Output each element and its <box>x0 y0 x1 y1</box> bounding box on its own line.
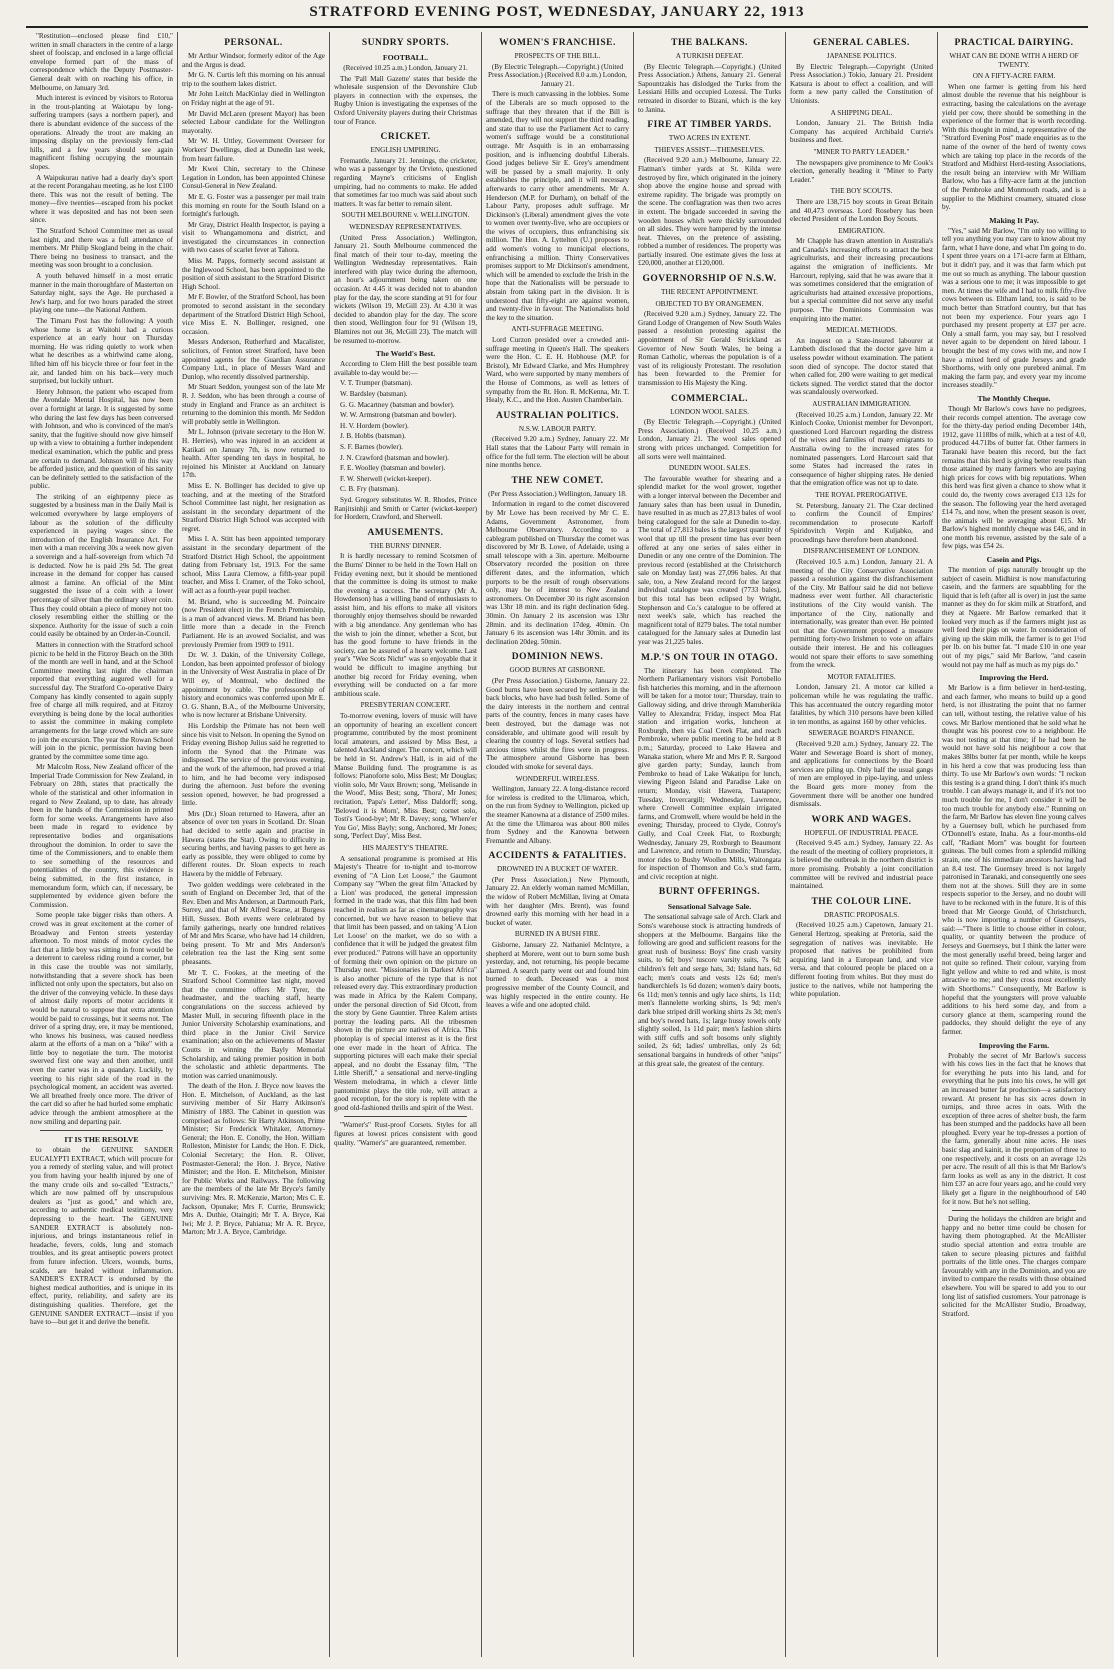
paragraph: Though Mr Barlow's cows have no pedigrees, their records compel attention. The average cow for the thirty-day period ending December 14th, 1912, gave 1118lbs of milk, which at a test of 4.0, produced 44.71lbs of butter fat. Other farmers in Taranaki have beaten this record, but the fact remains that this herd is giving better results than those attained by many farmers who are paying high prices for cows with big reputations. When this herd was first given a chance to show what it could do, the twenty cows averaged £13 12s for the season. The following year the herd averaged £14 7s, and now, when the present season is over, the animals will be averaging about £15. Mr Barlow's highest monthly cheque was £46, and in one month his revenue, assisted by the sale of a few pigs, was £54 2s. <box>942 404 1086 551</box>
advertisement: During the holidays the children are bright and happy and no better time could be chosen for having them photographed. At the McAllister studio special attention and extra trouble are taken to secure pleasing pictures and faithful portraits of the little ones. The charges compare favourably with any in the Dominion, and you are invited to compare the results with those obtained elsewhere. You will be spared to add you to our long list of satisfied customers. Your patronage is solicited for the McAllister Studio, Broadway, Stratford. <box>942 1215 1086 1318</box>
personal-item: Mr L. Johnson (private secretary to the Hon W. H. Herries), who was injured in an accident at Katikati on January 7th, is now returned to health. After spending ten days in hospital, he rejoined his Minister at Auckland on January 17th. <box>182 428 325 480</box>
list-item: W. Bardsley (batsman). <box>340 390 408 398</box>
ad-heading: IT IS THE RESOLVE <box>64 1135 139 1145</box>
section-heading: CRICKET. <box>380 132 431 143</box>
paragraph: Mr Chapple has drawn attention in Australia's and Canada's increasing efforts to attract the best agriculturists, and their increasing precautions against the emigration of inefficients. Mr Harcourt, replying, said that he was aware that it was sometimes considered that the emigration of agriculturists had attained excessive proportions, but a special committee did not serve any useful purpose. The Dominions Commission was enquiring into the matter. <box>790 237 933 323</box>
personal-item: Messrs Anderson, Rutherfurd and Macalister, solicitors, of Fenton street Stratford, have been appointed agents for the Guardian Assurance Company Ltd., in place of Messrs Ward and Dunlop, who recently dissolved partnership. <box>182 338 325 381</box>
masthead: STRATFORD EVENING POST, WEDNESDAY, JANUARY 22, 1913 <box>309 4 805 20</box>
personal-item: Mr E. G. Foster was a passenger per mail train this morning en route for the South Island on a fortnight's furlough. <box>182 192 325 219</box>
personal-item: Mrs (Dr.) Sloan returned to Hawera, after an absence of over ten years in Scotland. Dr. Sloan had decided to settle again and practise in Hawera (states the Star). Owing to difficulty in securing berths, and having passes to get here as early as possible, they were obliged to come by different routes. Dr. Sloan expects to reach Hawera by the middle of February. <box>182 809 325 879</box>
subheading: MOTOR FATALITIES. <box>827 672 896 681</box>
personal-item: Mr T. C. Fookes, at the meeting of the Stratford School Committee last night, moved that the committee offers Mr Tyrer, the headmaster, and the teaching staff, hearty congratulations on the success achieved by Master Mull, in securing fifteenth place in the Junior University Scholarship examinations, and third place in the Junior Civil Service examination; also on the achievements of Master Coutts in winning the Bayly Memorial Scholarship, and taking premier position in both the scholastic and athletic departments. The motion was carried unanimously. <box>182 968 325 1080</box>
paragraph: Mr Barlow is a firm believer in herd-testing, and each farmer, who means to build up a good herd, is not illustrating the point that no farmer can tell, without testing, the relative value of his cows. Mr Barlow mentioned that he sold what he thought was his poorest cow to a neighbour. He was not testing at that time; if he had been he would not have sold his neighbour a cow that makes 38lbs butter fat per month, while he keeps in his herd a cow that was producing less than thirty. To use Mr Barlow's own words: "I reckon this testing is a grand thing. I don't think it's much trouble. I can always manage it, and if it's not too much trouble for me, I don't consider it will be too much trouble for anybody else." Running on the farm, Mr Barlow has eleven fine young calves by a Guernsey bull, which he purchased from O'Donnell's estate, Inaha. As a four-months-old calf, "Radiant Morn" was bought for fourteen guineas. The bull comes from a splendid milking strain, one of his immediate ancestors having had an 8.4 test. The Guernsey breed is not largely patronised in Taranaki, and consequently one sees them not at the shows. Still they are in some respects superior to the Jersey, and no doubt will have to be reckoned with in the future. It is of this breed that Mr George Gould, of Christchurch, who is now importing a number of Guernseys, said:—"There is little to choose either in colour, quality, or quantity between the produce of Jerseys and Guernseys, but I think the latter were the most generally useful breed, being larger and not quite so refined. Their colour, varying from light yellow and white to red and white, is most attractive to me; and they cross most excellently with Shorthorns." Consequently, Mr Barlow is hopeful that the youngsters will prove valuable additions to his herd some day, and from a cursory glance at them, scampering round the paddocks, they should delight the eye of any farmer. <box>942 684 1086 1036</box>
paragraph: The itinerary has been completed. The Northern Parliamentary visitors visit Portobello fish hatcheries this morning, and in the afternoon will be taken for a motor tour; Thursday, train to Galloway siding, and drive through Manuherikia Valley to Alexandra; Friday, inspect Moa Flat station and irrigation works, luncheon at Roxburgh, then via Coal Creek Flat, and reach Pembroke, where public meeting to be held at 8 p.m.; Saturday, proceed to Lake Hawea and Wanaka station, where Mr and Mrs P. R. Sargood give garden party; Sunday, launch from Pembroke to head of Lake Wakatipu for lunch, viewing Pigeon Island and Paradise Lake on return; Monday, visit Hawera, Tuatapere; Tuesday, Invercargill; Wednesday, Lawrence, where Crewell Committee explain irrigated farms, and Cromwell, where would be held in the evening; Thursday, proceed to Clyde, Conroy's Gully, and Coal Creek Flat, to Roxburgh; Wednesday, January 29, Roxburgh to Beaumont and Lawrence, and return to Dunedin; Thursday, motor rides to Bushy Woollen Mills, Waitongata for inspection of Thomson and Co.'s stud farm, and civic reception at night. <box>638 666 781 881</box>
list-item: J. N. Crawford (batsman and bowler). <box>340 453 449 462</box>
section-heading: FIRE AT TIMBER YARDS. <box>647 120 772 131</box>
paragraph: Some people take bigger risks than others. A crowd was in great excitement at the corner of Broadway and Fenton streets yesterday afternoon. To most minds of motor cycles the fact that a little boy was sitting in front would be a deterrent to careless riding round a corner, but in this case the trouble was not similarly, notwithstanding that a severe shock has been inflicted not only upon the spectators, but also on the driver of the conveying vehicle. In these days of almost daily reports of motor accidents it would be natural to suppose that extra attention would be paid to crossings, but it seems not. The driver of a spring dray, ere, it may be mentioned, who knows his business, was caused needless alarm at the efforts of a man on a "bike" with a little boy to negotiate the turn. The motorist swerved first one way and then another, until even the carter was in a quandary. Luckily, by veering to his right side of the road in the psychological moment, an accident was averted. We all breathed freely once more. The driver of the cart did so after he had hurled some emphatic advice through the ambient atmosphere at the now smiling and departing pair. <box>30 911 173 1126</box>
personal-item: Mr Gray, District Health Inspector, is paying a visit to Whangamomona and district, and investigated the circumstances in connection with two cases of scarlet fever at Tahora. <box>182 220 325 255</box>
subheading: DRASTIC PROPOSALS. <box>823 910 900 919</box>
paragraph: (Received 9.20 a.m.) Sydney, January 22. The Water and Sewerage Board is short of money, and applications for connections by the Board services are piling up. Only half the usual gangs of men are employed in pipe-laying, and unless the Board gets more money from the Government there will be another one hundred dismissals. <box>790 739 933 809</box>
paragraph: By Electric Telegraph.—Copyright (United Press Association.) Tokio, January 21. President Katsura is about to effect a coalition, and will form a new party called the Constitution of Unionists. <box>790 62 933 105</box>
paragraph: There is much canvassing in the lobbies. Some of the Liberals are so much opposed to the suffrage that they threaten that if the Bill is amended, they will not support the third reading, and state that to use the Parliament Act to carry women's suffrage would be a constitutional outrage. Mr Asquith is in an embarrassing position, and is influencing doubtful Liberals. Good judges believe Sir E. Grey's amendment will be passed by a small majority. It only establishes the principle, and it will necessary afterwards to carry other amendments. Mr A. Henderson (M.P. for Durham), on behalf of the Labour Party, proposes adult suffrage. Mr Dickinson's (Liberal) amendment gives the vote to women over twenty-five, who are occupiers or the wives of occupiers, thus enfranchising six million. The Hon. A. Lyttelton (U.) proposes to add women's voting to municipal elections, enfranchising a million. Thirty Conservatives promises support to Mr Dickinson's amendment, which will be amended to exclude the Irish in the hope that the Nationalists will be persuade to abstain from taking part in the division. It is understood that fifty-eight are against women, and twenty-five in favour. The Nationalists hold the key to the situation. <box>486 90 629 322</box>
paragraph: (Received 10.5 a.m.) London, January 21. A meeting of the City Conservative Association passed a resolution against the disfranchisement of the City. Mr Balfour said he did not believe madness ever went further. All characteristic institutions of the City would vanish. The importance of the City, nationally and internationally, was greater than ever. He pointed out that the Government proposed a measure permitting forty-two Irishmen to vote on affairs outside their interest. He and his colleagues would not spare their efforts to save something from the wreck. <box>790 558 933 670</box>
dateline: (Received 10.25 a.m.) London, January 21. <box>343 64 468 72</box>
subheading: HOPEFUL OF INDUSTRIAL PEACE. <box>804 828 919 837</box>
subheading: The World's Best. <box>375 349 436 359</box>
paragraph: (United Press Association.) Wellington, January 21. South Melbourne commenced the final match of their tour to-day, meeting the Wellington Wednesday representatives. Rain interfered with play twice during the afternoon, an hour's adjournment being taken on one occasion. At 4.45 it was decided not to abandon play for the day, the score standing at 91 for four wickets (Wilson 19, McGill 23). At 4.30 it was decided to abandon play for the day. The score then stood, Wellington four for 91 (Wilson 19, Blamires not out 36, McGill 23). The match will be resumed to-morrow. <box>334 233 477 345</box>
subheading: WHAT CAN BE DONE WITH A HERD OF TWENTY. <box>949 52 1079 69</box>
paragraph: "Yes," said Mr Barlow, "I'm only too willing to tell you anything you may care to know about my farm, what I have done, and what I'm going to do. I spent three years on a 171-acre farm at Eltham, but it didn't pay, and it was that farm which put me out so much as anything. The labour question was a serious one to me; it was impossible to get men. At times the wife and I had to milk fifty-five cows between us. Eltham land, too, is said to be much better than Stratford country, but that has not been my experience. Four years ago I purchased my present property at £37 per acre. Only a small farm, you may say, but I resolved never again to be dependent on hired labour. I brought the best of my cows with me, and now I have a mixed herd of grade Jerseys and grade Shorthorns, with only one purebred animal. I'm making the farm pay, and every year my income increases steadily." <box>942 226 1086 390</box>
subheading: THE BURNS' DINNER. <box>369 541 442 550</box>
list-item: J. B. Hobbs (batsman). <box>340 432 406 441</box>
advertisement: to obtain the GENUINE SANDER EUCALYPTI EXTRACT, which will procure for you a remedy of sterling value, and will protect you from having your health injured by one of the many crude oils and so-called "Extracts," which are now palmed off by unscrupulous dealers as "just as good," and which are, according to authentic medical testimony, very depressing to the heart. The GENUINE SANDER EXTRACT is absolutely non-injurious, and brings instantaneous relief in headache, fevers, colds, lung and stomach troubles, and its great antiseptic powers protect from future infection. Ulcers, wounds, burns, scalds, are healed without inflammation. SANDER'S EXTRACT is endorsed by the highest medical authorities, and is unique in its effect, purity, reliability, and safety are its distinguishing qualities. Therefore, get the GENUINE SANDER EXTRACT—insist if you have to—but get it and derive the benefit. <box>30 1146 173 1327</box>
subheading: MEDICAL METHODS. <box>826 326 897 335</box>
subheading: HIS MAJESTY'S THEATRE. <box>362 843 449 852</box>
column-4 <box>482 32 634 1657</box>
subheading: The Monthly Cheque. <box>977 393 1051 403</box>
section-heading: GOVERNORSHIP OF N.S.W. <box>642 274 777 285</box>
subheading: BURNED IN A BUSH FIRE. <box>514 930 601 939</box>
subheading: PRESBYTERIAN CONCERT. <box>360 701 451 710</box>
personal-item: Miss M. Papps, formerly second assistant at the Inglewood School, has been appointed to the position of sixth assistant to the Stratford District High School. <box>182 257 325 291</box>
subheading: GOOD BURNS AT GISBORNE. <box>509 666 606 675</box>
section-heading: COMMERCIAL. <box>670 393 748 404</box>
subheading: DISFRANCHISEMENT OF LONDON. <box>803 547 920 556</box>
paragraph: A sensational programme is promised at His Majesty's Theatre for to-night and to-morrow evening of "A Lion Let Loose," the Gaumont Company say "When the great film 'Attacked by a Lion' was produced, the general impression formed in the trade was, that this film had been reached in realism as far as cinematography was concerned, but we have reason to believe that that limit has been passed, and on taking 'A Lion Let Loose' on the market, we do so with a confidence that it will be judged the greatest film ever produced." Patrons will have an opportunity of forming their own opinion on the picture on Thursday next. "Missionaries in Darkest Africa" is also another picture of the type that is not released every day. This extraordinary production was made in Africa by the Kalem Company, under the personal direction of Sid Olcott, from the story by Gene Gauntier. Three Kalem artists portray the leading parts. All the tribesmen shown in the picture are natives of Africa. This photoplay is of special interest as it is the first one ever made in the heart of Africa. The supporting pictures will each make their special appeal, and no doubt the Essanay film, "The Little Sheriff," a sensational and nerve-tingling Western melodrama, in which a clever little pantomimist plays the title role, will attract a good reception, for the story is replete with the good old-fashioned thrills and spirit of the West. <box>334 854 477 1112</box>
personal-item: Miss E. N. Bollinger has decided to give up teaching, and at the meeting of the Stratford School Committee last night, her resignation as assistant in the secondary department of the Stratford District High School was accepted with regret. <box>182 481 325 533</box>
subheading: ON A FIFTY-ACRE FARM. <box>972 72 1056 81</box>
subheading: PROSPECTS OF THE BILL. <box>514 52 601 60</box>
paragraph: (Per Press Association.) New Plymouth, January 22. An elderly woman named McMillan, the widow of Robert McMillan, living at Omata with her daughter (Mrs. Brent), was found drowned early this morning with her head in a bucket of water. <box>486 875 629 927</box>
column-2 <box>178 32 330 1657</box>
subheading: SOUTH MELBOURNE v. WELLINGTON. <box>341 211 470 220</box>
paragraph: London, January 21. A motor car killed a policeman while he was regulating the traffic. This has accentuated the outcry regarding motor fatalities, by which 310 persons have been killed in ten months, as against 160 by other vehicles. <box>790 683 933 726</box>
subheading: DROWNED IN A BUCKET OF WATER. <box>496 865 619 874</box>
personal-item: Dr. W. J. Dakin, of the University College, London, has been appointed professor of biology in the University of West Australia in place of Dr Will ey, of Montreal, who declined the appointment by cable. The professorship of history and economics was conferred upon Mr E. O. G. Shann, B.A., of the Melbourne University, who is now lecturer at Brisbane University. <box>182 651 325 720</box>
personal-item: Mr Arthur Windsor, formerly editor of the Age and the Argus is dead. <box>182 52 325 69</box>
section-heading: WOMEN'S FRANCHISE. <box>499 38 616 48</box>
list-item: F. W. Sherwell (wicket-keeper). <box>340 474 432 483</box>
paragraph: "Restitution—enclosed please find £10," written in small characters in the centre of a large sheet of foolscap, and enclosed in a large official envelope formed part of the mass of correspondence which the Deputy Postmaster-General dealt with on reaching his office, in Melbourne, on January 3rd. <box>30 32 173 92</box>
paragraph: The 'Pall Mall Gazette' states that beside the wholesale suspension of the Devonshire Club players in connection with the expenses, the Rugby Union is investigating the expenses of the Oxford University players during their Christmas tour of France. <box>334 74 477 126</box>
subheading: Sensational Salvage Sale. <box>667 902 752 912</box>
advertisement: "Warner's" Rust-proof Corsets. Styles for all figures at lowest prices consistent with good quality. "Warner's" are guaranteed, remember. <box>334 1121 477 1147</box>
paragraph: Much interest is evinced by visitors to Rotorua in the trout-planting at Waiotapu by long-suffering trampers (says a northern paper), and there is abundant evidence of the success of the operations. Already the trout are making an imposing display on the previously fern-clad hills, and a few years should see again magnificent fishing occupying the mountain slopes. <box>30 94 173 171</box>
paragraph: The Timaru Post has the following: A youth whose home is at Waitohi had a curious experience at an early hour on Thursday morning. He was riding quietly to work when what he describes as a whirlwind came along, lifted him off his bicycle three or four feet in the air, and landed him on his back—very much surprised, but luckily unhurt. <box>30 317 173 386</box>
section-heading: M.P.'S ON TOUR IN OTAGO. <box>640 652 779 663</box>
paragraph: Mr Malcolm Ross, New Zealand officer of the Imperial Trade Commission for New Zealand, in February on 28th, states that practically the whole of the statistical and other information in regard to New Zealand, up to date, has already been in the hands of the Commission in printed form for some weeks. Arrangements have also been made in regard to evidence by representative bodies and organisations throughout the dominion. In order to save the time of the Commissioners, and to enable them to see something of the resources and potentialities of the country, this evidence is being submitted, in the first instance, in memorandum form, which can, if necessary, be supplemented by evidence given before the Commission. <box>30 763 173 909</box>
list-item: F. E. Woolley (batsman and bowler). <box>340 464 446 473</box>
section-heading: BURNT OFFERINGS. <box>658 887 761 898</box>
list-item: W. W. Armstrong (batsman and bowler). <box>340 411 457 420</box>
section-heading: AMUSEMENTS. <box>367 527 444 538</box>
personal-item: Mr F. Bowler, of the Stratford School, has been promoted to second assistant in the secondary department of the Stratford District High School, vice Miss E. N. Bollinger, resigned, one occasion. <box>182 293 325 336</box>
subheading: OBJECTED TO BY ORANGEMEN. <box>655 299 764 308</box>
subheading: "MINER TO PARTY LEADER." <box>813 147 910 156</box>
personal-item: Mr G. N. Curtis left this morning on his annual trip to the southern lakes district. <box>182 71 325 88</box>
list-item: S. F. Barnes (bowler). <box>340 442 403 451</box>
paragraph: The newspapers give prominence to Mr Cook's election, generally heading it "Miner to Party Leader." <box>790 158 933 184</box>
paragraph: Probably the secret of Mr Barlow's success with his cows lies in the fact that he knows that for everything he puts into his land, and for everything that he puts into his cows, he will get an increased butter fat production—a satisfactory reward. At present he has six acres down in turnips, and three acres in oats. With the exception of three acres of shelter bush, the farm has been stumped and the paddocks have all been ploughed. Every year he top-dresses a portion of the farm, generally about nine acres. He uses basic slag and kainit, in the proportion of three to one respectively, and it costs on an average 12s per acre. The result of all this is that Mr Barlow's farm looks as well as any in the district. It cost him £37 an acre four years ago, and he could very likely get a figure in the neighbourhood of £40 for it now. But he's not selling. <box>942 1051 1086 1206</box>
personal-item: Mr John Leitch MacKinlay died in Wellington on Friday night at the age of 91. <box>182 90 325 107</box>
subheading: THE RECENT APPOINTMENT. <box>661 288 758 297</box>
personal-item: Mr W. H. Uttley, Government Overseer for Workers' Dwellings, died at Dunedin last week, from heart failure. <box>182 137 325 163</box>
column-3 <box>330 32 482 1657</box>
subheading: THIEVES ASSIST—THEMSELVES. <box>654 145 765 154</box>
subheading: N.S.W. LABOUR PARTY. <box>518 424 597 433</box>
paragraph: (By Electric Telegraph.—Copyright.) (United Press Association.) Athens, January 21. General Sapountzakis has dislodged the Turks from the Lessiani Hills and occupied Lozessi. The Turks retreated in disorder to Bizani, which is the key to Janina. <box>638 62 781 114</box>
paragraph: It is hardly necessary to remind Scotsmen of the Burns' Dinner to be held in the Town Hall on Friday evening next, but it should be mentioned that the committee is doing its utmost to make the evening a success. The secretary (Mr A. Howdenson) has a willing band of enthusiasts to assist him, and his efforts to make all visitors thoroughly enjoy themselves should be rewarded with a big attendance. Any gentleman who has the wish to join the dinner, whether a Scot, but has the good fortune to have friends in the society, can be assured of a hearty welcome. Last year's "Wee Scots Nicht" was so enjoyable that it would be difficult to imagine anything but another big record for Friday evening, when everything will be conducted on a far more ambitious scale. <box>334 552 477 698</box>
paragraph: To-morrow evening, lovers of music will have an opportunity of hearing an excellent concert programme, contributed by the most prominent local amateurs, and assisted by Miss Best, a talented Auckland singer. The concert, which will be held in St. Andrew's Hall, is in aid of the Manse Building fund. The programme is as follows: Pianoforte solo, Miss Best; Mr Douglas; violin solo, Mr Vaux Brown; song, 'Melisande in the Wood', Miss Best; song, 'Thora', Mr Jones; recitation, 'Papa's Letter', Miss Daldorff; song, 'Beloved it is Morn', Miss Best; cornet solo, Tosti's 'Good-bye'; Mr R. Davey; song, 'Where'er You Go', Miss Bayly; song, Anchored, Mr Jones; song, 'Perfect Day', Miss Best. <box>334 712 477 841</box>
section-heading: PERSONAL. <box>224 38 283 48</box>
paragraph: An inquest on a State-insured labourer at Lambeth disclosed that the doctor gave him a useless powder without examination. The patient soon died of syncope. The doctor stated that when called for, 200 were waiting to get medical tickets signed. The verdict stated that the doctor was scandalously overworked. <box>790 336 933 397</box>
subheading: A SHIPPING DEAL. <box>830 108 893 117</box>
paragraph: London, January 21. The British India Company has acquired Archibald Currie's business and fleet. <box>790 119 933 145</box>
column-7 <box>938 32 1090 1657</box>
paragraph: The striking of an eightpenny piece as suggested by a business man in the Daily Mail is welcomed everywhere by large employers of labour as the solution of the difficulty experienced in paying wages since the introduction of the English Insurance Act. For men with a man receiving 30s a week now given a sovereign and a half-sovereign from which 7d is deducted. Now he is paid 29s 5d. The great increase in the demand for copper has caused almost a famine. An official of the Mint suggested the issue of a coin with a lower percentage of silver than the ordinary silver coin. Thus they could obtain a piece of money not too closely resembling either the shilling or the sixpence. Authority for the issue of such a coin could easily be obtained by an Order-in-Council. <box>30 492 173 639</box>
paragraph: (Received 9.45 a.m.) Sydney, January 22. As the result of the meeting of colliery proprietors, it is believed the outbreak in the northern district is more promising. Probably a joint conciliation committee will be revived and industrial peace maintained. <box>790 839 933 891</box>
subheading: SEWERAGE BOARD'S FINANCE. <box>808 729 915 738</box>
divider <box>40 1130 163 1131</box>
personal-item: Mr David McLaren (present Mayor) has been selected Labour candidate for the Wellington mayoralty. <box>182 109 325 135</box>
paragraph: St. Petersburg, January 21. The Czar declined to confirm the Council of Empires' recommendation to prosecute Karloff Spiridovitch Verpin and Kuljabko, and proceedings have therefore been abandoned. <box>790 501 933 544</box>
paragraph: A Waipukurau native had a dearly day's sport at the recent Porangahau meeting, as he lost £100 there. This was not the result of betting. The money—five twenties—escaped from his pocket where it was deposited and has not been seen since. <box>30 173 173 225</box>
column-1 <box>26 32 178 1657</box>
list-item: C. B. Fry (batsman). <box>340 485 400 494</box>
paragraph: When one farmer is getting from his herd almost double the revenue that his neighbour is extracting, basing the calculations on the average yield per cow, there should be something in the experience of the former that is worth recording. With this thought in mind, a representative of the "Stratford Evening Post" made enquiries as to the name of the owner of the herd of twenty cows which are taking top place in the records of the Stratford and Midhirst Herd-testing Associations, the result being an interview with Mr William Barlow, who has a fifty-acre farm at the junction of the Pembroke and Monmouth roads, and is a supplier to the Midhirst creamery, situated close by. <box>942 82 1086 212</box>
subheading: WEDNESDAY REPRESENTATIVES. <box>349 222 462 231</box>
paragraph: (Received 10.25 a.m.) Capetown, January 21. General Hertzog, speaking at Pretoria, said the segregation of natives was inevitable. He proposed that natives be prohibited from acquiring land in a European land, and vice versa, and that coloured people be placed on a different footing from whites. But they must do justice to the natives, while not hampering the white population. <box>790 921 933 999</box>
section-heading: GENERAL CABLES. <box>813 38 910 48</box>
divider <box>952 1210 1076 1211</box>
personal-item: Miss I. A. Stitt has been appointed temporary assistant in the secondary department of the Stratford District High School, the appointment dating from February 1st, 1913. For the same school, Miss Laura Clemow, a fifth-year pupil teacher, and Miss I. Cramer, of the Toko school, will act as a fourth-year pupil teacher. <box>182 535 325 596</box>
paragraph: Henry Johnson, the patient who escaped from the Avondale Mental Hospital, has now been over a fortnight at large. It is suggested by some who during the last few days has been conversed with Johnson, and who is convinced of the man's sanity, that the fugitive should now give himself up with a view to obtaining a further independent medical examination, which the public and press are certain to demand. Johnson will in this way be afforded justice, and the question of his sanity can be definitely settled to the satisfaction of the public. <box>30 387 173 491</box>
personal-item: M. Briand, who is succeeding M. Poincaire (now President elect) in the French Premiership, is a man of advanced views. M. Briand has been little more than a decade in the French Parliament. He is an avowed Socialist, and was previously Premier from 1909 to 1911. <box>182 597 325 649</box>
paragraph: Gisborne, January 22. Nathaniel McIntyre, a shepherd at Morere, went out to burn some bush yesterday, and, not returning, his people became alarmed. A search party went out and found him burned to death. Deceased was a most progressive member of the County Council, and was highly respected in the entire county. He leaves a wife and one adopted child. <box>486 941 629 1010</box>
section-heading: ACCIDENTS & FATALITIES. <box>488 851 627 862</box>
paragraph: Matters in connection with the Stratford school picnic to be held in the Fitzroy Beach on the 30th of the month are well in hand, and at the School Committee meeting last night the chairman reported that everything augured well for a successful day. The Stratford Co-operative Dairy Company has kindly consented to again supply free of charge all milk required, and at Fitzroy everything is being done by the local authorities to assist the committee in making complete arrangements for the large crowd which are sure to join the excursion. The year the Rowan School will join in the picnic, permission having been granted by the committee some time ago. <box>30 640 173 761</box>
subheading: Making It Pay. <box>989 215 1039 225</box>
paragraph: There are 138,715 boy scouts in Great Britain and 40,473 overseas. Lord Rosebery has been elected President of the London Boy Scouts. <box>790 197 933 224</box>
column-5 <box>634 32 786 1657</box>
subheading: DUNEDIN WOOL SALES. <box>668 464 751 473</box>
subheading: Improving the Farm. <box>978 1040 1050 1050</box>
list-item: V. T. Trumper (batsman). <box>340 379 413 388</box>
credit-line: (By Electric Telegraph.—Copyright.) (United Press Association.) (Received 8.0 a.m.) London, January 21. <box>488 62 627 88</box>
subheading: EMIGRATION. <box>838 226 885 235</box>
column-6 <box>786 32 938 1657</box>
section-heading: THE BALKANS. <box>671 38 748 48</box>
section-heading: DOMINION NEWS. <box>511 652 604 663</box>
paragraph: (Received 10.25 a.m.) London, January 22. Mr Kinloch Cooke, Unionist member for Devonport, questioned Lord Harcourt regarding the distress of the wives and families of many emigrants to Australia owing to the increased rates for nominated passengers. Lord Harcourt said that some States had increased the rates in consequence of higher shipping rates. He denied that the emigration office was not up to date. <box>790 410 933 488</box>
paragraph: The mention of pigs naturally brought up the subject of casein. Midhirst is now manufacturing casein, and the farmers are squabbling for the liquid that is left (after all is over) in just the same manner as they do for skim milk at Stratford, and they at Ngaere. Mr Barlow remarked that it looked very much as if the farmers might just as well feed their pigs on water. In consideration of giving up the skim milk, the farmer is to get 1½d per lb. on his butter fat. "I made £10 in one year out of my pigs," said Mr Barlow, "and casein would not pay me half as much as my pigs do." <box>942 566 1086 669</box>
list-item: G. G. Macartney (batsman and bowler). <box>340 400 455 409</box>
personal-item: His Lordship the Primate has not been well since his visit to Nelson. In opening the Synod on Friday evening Bishop Julius said he regretted to inform the Synod that the Primate was indisposed. The service of the previous evening, and the work of the afternoon, had proved a trial to him, and he had become very indisposed during the afternoon. Just before the evening session opened, however, he had progressed a little. <box>182 721 325 808</box>
paragraph: A youth behaved himself in a most erratic manner in the main thoroughfare of Masterton on Saturday night, says the Age. He purchased a Jew's harp, and for two hours paraded the street playing one tune—the National Anthem. <box>30 272 173 315</box>
paragraph: (Received 9.20 a.m.) Sydney, January 22. Mr Hall states that the Labour Party will remain in office for the full term. The election will be about nine months hence. <box>486 435 629 470</box>
subheading: TWO ACRES IN EXTENT. <box>668 134 751 143</box>
subheading: WONDERFUL WIRELESS. <box>515 774 600 783</box>
subheading: LONDON WOOL SALES. <box>670 407 749 416</box>
subheading: ANTI-SUFFRAGE MEETING. <box>511 325 604 334</box>
paragraph: (Received 9.20 a.m.) Sydney, January 22. The Grand Lodge of Orangemen of New South Wales passed a resolution protesting against the appointment of Sir Gerald Strickland as Governor of New South Wales, he being a Roman Catholic, whereas the population is of a vast of its religiously Protestant. The resolution has been forwarded to the Premier for transmission to His Majesty the King. <box>638 310 781 387</box>
personal-item: Two golden weddings were celebrated in the south of England on December 3rd, that of the Rev. Eben and Mrs Anderson, at Dartmouth Park, Surrey, and that of Mr Alfred Scarse, at Burgess Hill, Sussex. Both events were celebrated by family gatherings, nearly one hundred relatives of Mr and Mrs Scarse, who have had 14 children, being present. To Mr and Mrs Anderson's celebration tea the last the King sent some pheasants. <box>182 880 325 966</box>
paragraph: Information in regard to the comet discovered by Mr Lowe has been received by Mr C. E. Adams, Government Astronomer, from Melbourne Observatory. According to a cablegram published on Thursday the comet was discovered by Mr B. Lowe, of Adelaide, using a small telescope with a 3in. aperture. Melbourne Observatory recorded the position on three different dates, and the information, which purports to be the result of rough observations only, may be of interest to New Zealand astronomers. On December 30 its right ascension was 13hr 18 min. and its right declination 6deg. 30min. On January 2 its ascension was 13hr 28min. and its declination 17deg. 40min. On January 6 its ascension was 14hr 30min. and its declination 20deg. 50min. <box>486 500 629 646</box>
subheading: Casein and Pigs. <box>986 555 1042 565</box>
subheading: ENGLISH UMPIRING. <box>370 146 441 155</box>
paragraph: Fremantle, January 21. Jennings, the cricketer, who was a passenger by the Orvieto, questioned regarding Mayne's criticisms of English umpiring, had no comments to make. He added that sometimes far too much was said about such matters. It was far better to remain silent. <box>334 156 477 208</box>
paragraph: The favourable weather for shearing and a splendid market for the wool grower, together with a longer interval between the December and January sales than has been usual in Dunedin, have resulted in as much as 27,813 bales of wool being catalogued for the sale at Dunedin to-day. The total of 27,813 bales is the largest quantity of wool that up till the present time has ever been offered at any one series of sales either in Dunedin or any one centre of the Dominion. The previous record (established at the Christchurch sale on Monday last) was 27,096 bales. At that sale, too, a New Zealand record for the largest individual catalogue was created (7733 bales), but this total has been eclipsed by Wright, Stephenson and Co.'s catalogue to be offered at next week's sale, which has reached the magnificent total of 8279 bales. The total number catalogued for the January sales at Dunedin last year was 21,225 bales. <box>638 474 781 647</box>
section-heading: SUNDRY SPORTS. <box>361 38 450 48</box>
subheading: AUSTRALIAN IMMIGRATION. <box>812 399 911 408</box>
paragraph: The sensational salvage sale of Arch. Clark and Sons's warehouse stock is attracting hundreds of shoppers at the Melbourne. Bargains like the following are good and sufficient reasons for the great rush of business: Boys' fine crash varsity suits, to 6d; boys' tuscore varsity suits, 7s 6d; children's felt and serge hats, 3d; Island hats, 6d each; men's coats and vests 12s 6d; men's handkerchiefs 1s 6d dozen; women's dairy boots, 6s 11d; men's tennis and ugly lace shirts, 1s 11d; men's flannelette working shirts, 1s 9d; men's dark blue striped drill working shirts 2s 3d; men's and boy's tweed hats, 1s; large hussy towels only slightly soiled, 1s 11d pair; men's fashion shirts with stiff cuffs and soft bosoms only slightly soiled, 2s 6d; ladies' umbrellas, only 2s 6d; sensational bargains in hundreds of other "snips" at this great sale, the greatest of the century. <box>638 913 781 1068</box>
personal-item: Mr Kwei Chin, secretary to the Chinese Legation in London, has been appointed Chinese Consul-General in New Zealand. <box>182 165 325 191</box>
subheading: Improving the Herd. <box>979 673 1049 683</box>
paragraph: The Stratford School Committee met as usual last night, and there was a full attendance of members. Mr Philip Skogland being in the chair. There being no business to transact, and the meeting was soon brought to a conclusion. <box>30 227 173 270</box>
section-heading: THE COLOUR LINE. <box>811 896 912 907</box>
paragraph: (By Electric Telegraph.—Copyright.) (United Press Association.) (Received 10.25 a.m.) London, January 21. The wool sales opened strong with prices unchanged. Competition for all sorts were well maintained. <box>638 418 781 461</box>
masthead-rule <box>26 26 1088 28</box>
paragraph: Lord Curzon presided over a crowded anti-suffrage meeting in Queen's Hall. The speakers were the Hon. C. E. H. Hobhouse (M.P. for Bristol), Mr Edward Clarke, and Mrs Humphrey Ward, who were supported by many members of the House of Commons, as well as letters of sympathy from the Rt. Hon. R. McKenna, Mr. T. Healy, K.C., and the Hon. Austen Chamberlain. <box>486 336 629 405</box>
columns <box>26 32 1096 1657</box>
section-heading: THE NEW COMET. <box>511 475 604 486</box>
credit-line: (Per Press Association.) Wellington, January 18. <box>488 489 627 498</box>
list-item: H. V. Hordern (bowler). <box>340 421 409 430</box>
paragraph: According to Clem Hill the best possible team available to-day would be:— <box>334 360 477 377</box>
subheading: FOOTBALL. <box>382 53 429 62</box>
paragraph: Syd. Gregory substitutes W. R. Rhodes, Prince Ranjitsinhji and Smith or Carter (wicket-keeper) for Hordern, Crawford, and Sherwell. <box>334 495 477 522</box>
personal-item: The death of the Hon. J. Bryce now leaves the Hon. E. Mitchelson, of Auckland, as the last surviving member of Sir Harry Atkinson's Ministry of 1883. The Cabinet in question was comprised as follows: Sir Harry Atkinson, Prime Minister; Sir Frederick Whitaker, Attorney-General; the Hon. E. Conolly, the Hon. William Rolleston, Minister for Lands; the Hon. F. Dick, Colonial Secretary; the Hon. R. Oliver, Postmaster-General; the Hon. J. Bryce, Native Minister; and the Hon. E. Mitchelson, Minister for Public Works and Railways. The following are the members of the late Mr Bryce's family surviving: Mrs. R. McKenzie, Marton; Mrs C. E. Jackson, Opunake; Mrs F. Currie, Brunswick; Mrs A. Duthie, Otaingiti; Mr T. A. Bryce, Kai Iwi; Mr J. P. Bryce, Pahiatua; Mr A. R. Bryce, Marton; Mr J. A. Bryce, Cambridge. <box>182 1082 325 1237</box>
section-heading: PRACTICAL DAIRYING. <box>954 38 1074 48</box>
paragraph: Wellington, January 22. A long-distance record for wireless is credited to the Ulimaroa, which, on the run from Sydney to Wellington, picked up the steamer Kanowna at a distance of 2500 miles. At the time the Ulimaroa was about 800 miles from Sydney and the Kanowna between Fremantle and Albany. <box>486 785 629 845</box>
paragraph: (Per Press Association.) Gisborne, January 22. Good burns have been secured by settlers in the back blocks, who have had bush felled. Some of the dairy interests in the northern and central parts of the country, fences in many cases have been destroyed, but the damage was not considerable, and ultimate good will result by clearing the country of logs. Several settlers had anxious times whilst the fires were in progress. The atmosphere around Gisborne has been clouded with smoke for several days. <box>486 677 629 771</box>
divider <box>344 1116 467 1117</box>
subheading: A TURKISH DEFEAT. <box>675 52 744 60</box>
paragraph: (Received 9.20 a.m.) Melbourne, January 22. Flatman's timber yards at St. Kilda were destroyed by fire, which originated in the joinery shop above the engine house and spread with extreme rapidity. The brigade was promptly on the scene. The conflagration was then two acres in extent. The brigade succeeded in saving the wooden houses which were thickly surrounded on all sides. They were hampered by the intense heat. Thieves, on the pretence of assisting, robbed a number of residences. The property was partially insured. One estimate gives the loss at £20,000, another at £120,000. <box>638 156 781 268</box>
subheading: THE ROYAL PREROGATIVE. <box>815 490 908 499</box>
subheading: THE BOY SCOUTS. <box>830 187 893 196</box>
section-heading: WORK AND WAGES. <box>811 814 912 825</box>
subheading: JAPANESE POLITICS. <box>826 52 897 60</box>
section-heading: AUSTRALIAN POLITICS. <box>496 410 619 421</box>
personal-item: Mr Stuart Seddon, youngest son of the late Mr R. J. Seddon, who has been through a course of study in England and France as an architect is returning to the dominion this month. Mr Seddon will probably settle in Wellington. <box>182 383 325 426</box>
